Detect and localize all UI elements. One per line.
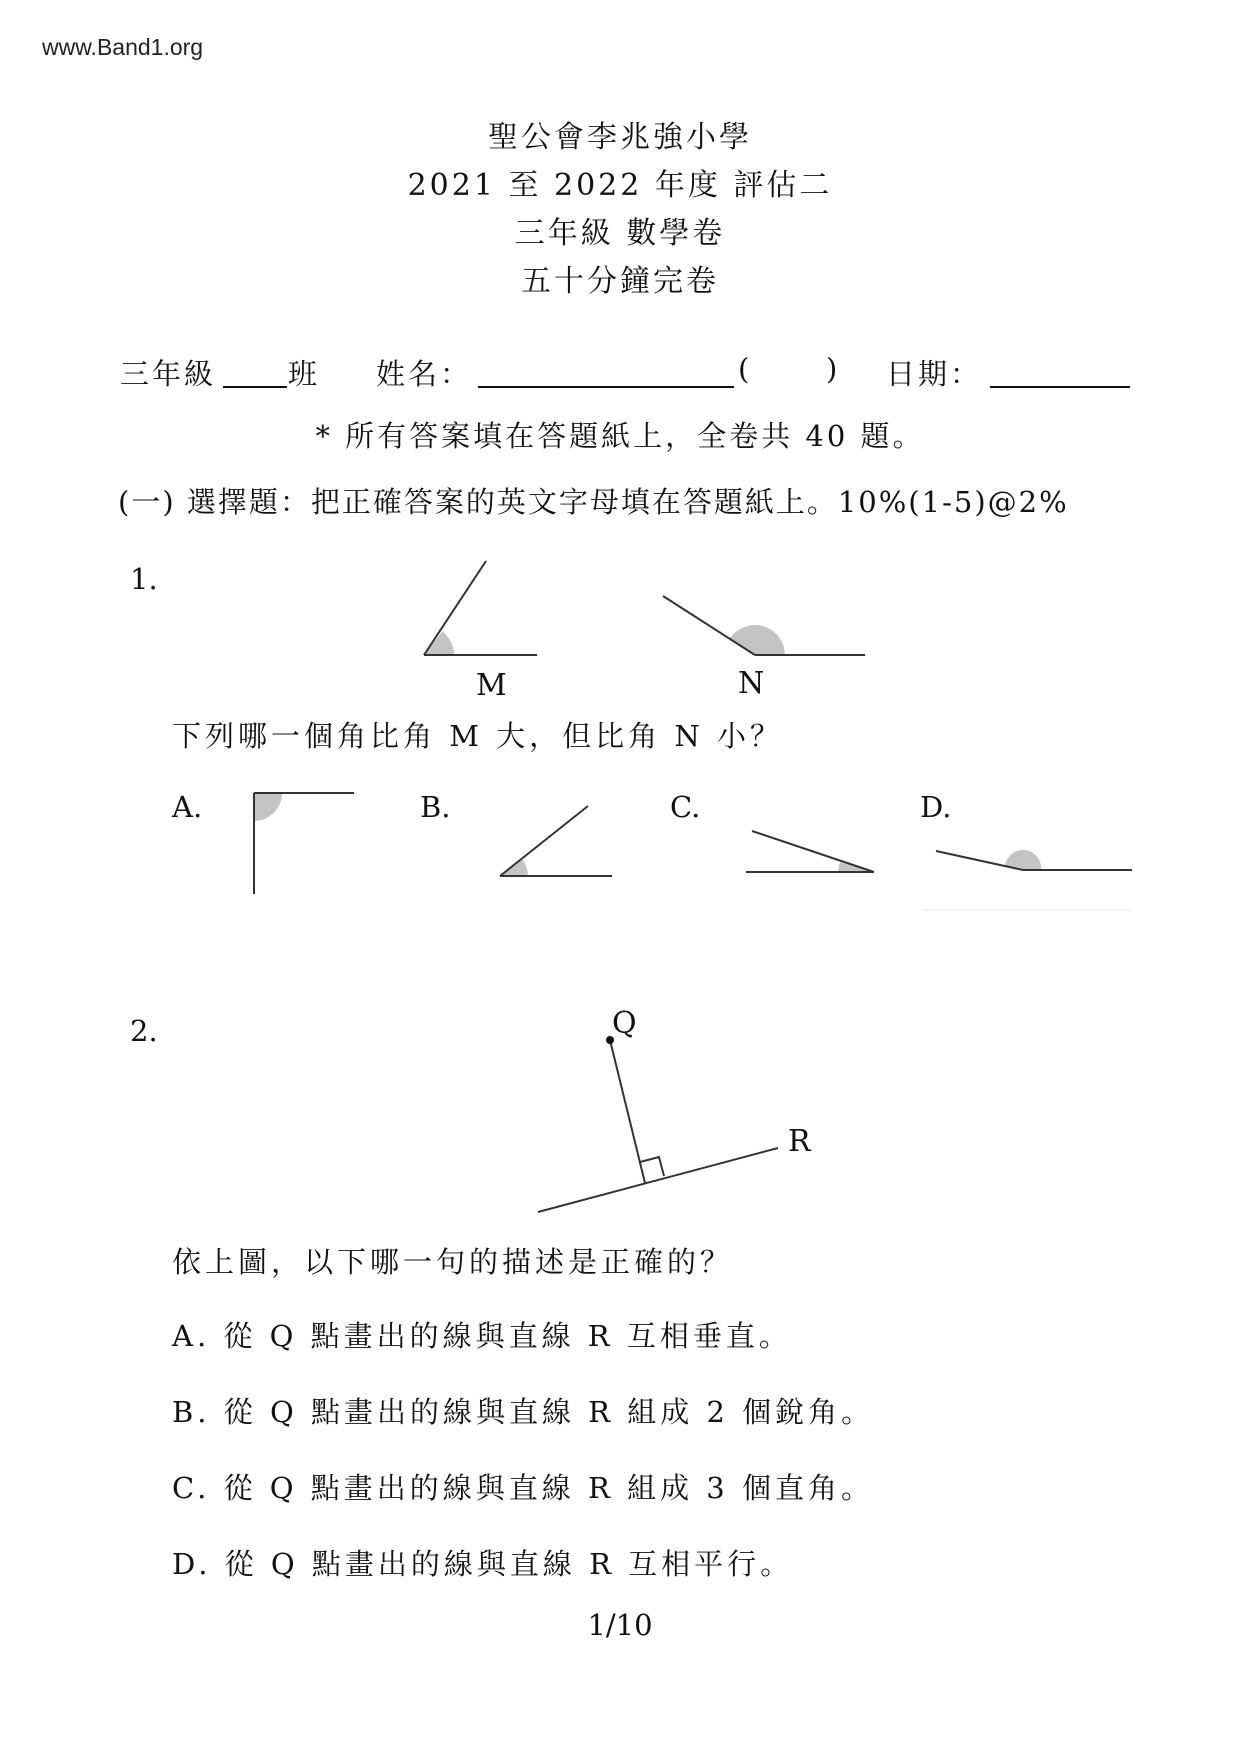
class-number-close: ) — [826, 352, 841, 386]
school-name: 聖公會李兆強小學 — [488, 120, 752, 155]
q1-option-d-letter[interactable]: D. — [920, 790, 952, 824]
grade-label: 三年級 — [120, 357, 217, 391]
q2-option-d[interactable]: D. 從 Q 點畫出的線與直線 R 互相平行。 — [172, 1547, 794, 1581]
question-2-text: 依上圖，以下哪一句的描述是正確的？ — [172, 1245, 734, 1279]
angle-m-arc — [424, 631, 454, 655]
question-1-number: 1. — [130, 562, 158, 596]
class-number-open: ( — [738, 352, 753, 386]
exam-year: 2021 至 2022 年度 評估二 — [407, 168, 833, 203]
section-title: (一) 選擇題：把正確答案的英文字母填在答題紙上。10%(1-5)@2% — [118, 485, 1069, 519]
q2-option-c[interactable]: C. 從 Q 點畫出的線與直線 R 組成 3 個直角。 — [172, 1471, 874, 1505]
angle-m-arm-slant — [424, 561, 486, 655]
option-c-arm-slant — [752, 831, 874, 872]
q1-option-a-letter[interactable]: A. — [172, 790, 203, 824]
q1-option-b-letter[interactable]: B. — [420, 790, 451, 824]
class-label: 班 — [288, 357, 321, 391]
line-r-label: R — [788, 1124, 811, 1159]
q2-option-a[interactable]: A. 從 Q 點畫出的線與直線 R 互相垂直。 — [172, 1319, 792, 1353]
q2-option-b[interactable]: B. 從 Q 點畫出的線與直線 R 組成 2 個銳角。 — [172, 1395, 875, 1429]
angle-n-arc — [729, 625, 785, 655]
page-number: 1/10 — [587, 1608, 653, 1642]
angle-n-label: N — [738, 666, 765, 701]
option-b-arm-slant — [500, 806, 588, 876]
perpendicular-from-q — [610, 1040, 645, 1183]
instructions-note: * 所有答案填在答題紙上，全卷共 40 題。 — [315, 419, 925, 453]
date-label: 日期： — [886, 357, 983, 391]
question-1-text: 下列哪一個角比角 M 大，但比角 N 小？ — [172, 719, 783, 753]
angle-n-arm-slant — [663, 596, 755, 655]
option-a-arc — [254, 793, 282, 821]
question-2-number: 2. — [130, 1014, 158, 1048]
angle-m-label: M — [476, 668, 507, 703]
q1-option-c-letter[interactable]: C. — [670, 790, 701, 824]
watermark-url: www.Band1.org — [42, 34, 204, 60]
name-label: 姓名： — [376, 357, 473, 391]
point-q-label: Q — [612, 1006, 637, 1041]
exam-duration: 五十分鐘完卷 — [521, 264, 719, 299]
paper-title: 三年級 數學卷 — [514, 216, 726, 251]
